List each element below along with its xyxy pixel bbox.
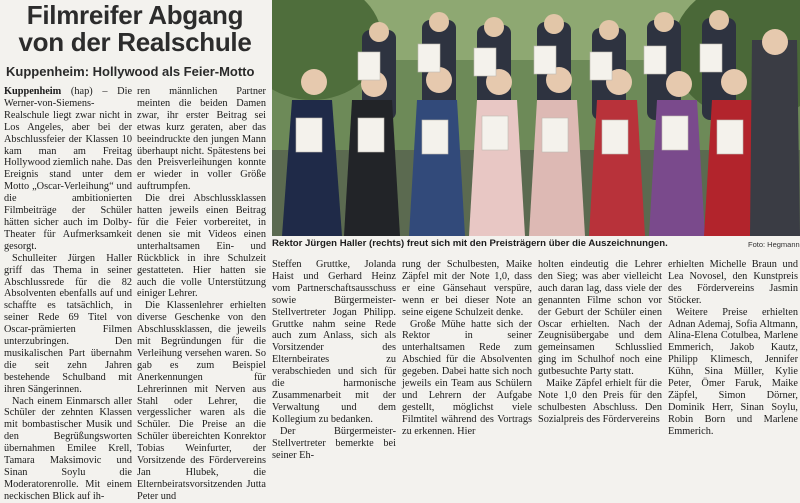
paragraph: Weitere Preise erhielten Adnan Ademaj, Sofia Altmann, Alina-Elena Cotulbea, Marlene Emmerich, Jakob Kautz, Philipp Klimesch, Jennifer Kühn, Sina Müller, Kylie Peter, Ömer Faruk, Maike Zäpfel, Simon Dörner, Dominik Herr, Sinan Soylu, Robin Born und Marlene Emmerich. bbox=[668, 306, 798, 437]
paragraph: Maike Zäpfel erhielt für die Note 1,0 den Preis für den schulbesten Abschluss. Den Sozialpreis des Fördervereins bbox=[538, 378, 662, 425]
paragraph: erhielten Michelle Braun und Lea Novosel, den Kunstpreis des Fördervereins Jasmin Stöcker. bbox=[668, 259, 798, 306]
paragraph: Steffen Gruttke, Jolanda Haist und Gerhard Heinz vom Partnerschaftsausschuss sowie Bürgermeister-Stellvertreter Jogan Philipp. Gruttke nahm seine Rede auch zum Anlass, sich als Vorsitzender des Elternbeirates zu verabschieden und sich für die harmonische Zusammenarbeit mit der Verwaltung und dem Kollegium zu bedanken. bbox=[272, 259, 396, 425]
article-column-3 bbox=[272, 259, 396, 461]
paragraph-text: (hap) – Die Werner-von-Siemens-Realschule liegt zwar nicht in Los Angeles, aber bei der Abschlussfeier der Klassen 10 kam man am Freitag Hollywood ziemlich nahe. Das Ereignis stand unter dem Motto „Oscar-Verleihung“ und die ambitionierten Filmbeiträge der Schüler hätten sicher auch im Dolby-Theater für Aufmerksamkeit gesorgt. bbox=[4, 86, 133, 252]
paragraph: Die Klassenlehrer erhielten diverse Geschenke von den Abschlussklassen, die jeweils mit Begründungen für die Verleihung versehen waren. So gab es zum Beispiel Anerkennungen für Lehrerinnen mit Nerven aus Stahl oder Lehrer, die vergesslicher waren als die Schüler. Die Preise an die Schüler übereichten Konrektor Tobias Weinfurter, der Vorsitzende des Fördervereins Jan Hlubek, die Elternbeiratsvorsitzenden Jutta Peter und bbox=[137, 300, 266, 502]
headline-line-2: von der Realschule bbox=[18, 27, 252, 57]
photo-caption: Rektor Jürgen Haller (rechts) freut sich mit den Preisträgern über die Auszeichnungen. bbox=[272, 238, 668, 249]
paragraph: Große Mühe hatte sich der Rektor in seiner unterhaltsamen Rede zum Abschied für die Absolventen gegeben. Dabei hatte sich noch jeweils ein Team aus Schülern und Lehrern der Aufgabe gestellt, möglichst viele Filmtitel während des Vortrags zu erkennen. Hier bbox=[402, 318, 532, 437]
article-column-5 bbox=[538, 259, 662, 426]
photo-credit: Foto: Hegmann bbox=[748, 240, 800, 249]
group-photo-image bbox=[272, 0, 800, 236]
paragraph: Der Bürgermeister-Stellvertreter bemerkte bei seiner Eh- bbox=[272, 425, 396, 461]
article-column-4 bbox=[402, 259, 532, 438]
paragraph bbox=[4, 86, 132, 253]
article-column-1 bbox=[4, 86, 132, 503]
paragraph: rung der Schulbesten, Maike Zäpfel mit der Note 1,0, dass er eine Gänsehaut verspüre, wenn er bei dieser Note an seine eigene Schulzeit denke. bbox=[402, 259, 532, 318]
paragraph: Die drei Abschlussklassen hatten jeweils einen Beitrag für die Feier vorbereitet, in denen sie mit Videos einen unterhaltsamen Ein- und Rückblick in ihre Schulzeit gestatteten. Hier hatten sie auch die volle Unterstützung einiger Lehrer. bbox=[137, 193, 266, 300]
paragraph: ren männlichen Partner meinten die beiden Damen zwar, ihr erster Beitrag sei etwas kurz geraten, aber das beeindruckte den jungen Mann überhaupt nicht. Spätestens bei den Preisverleihungen konnte er wieder in voller Größe auftrumpfen. bbox=[137, 86, 266, 193]
headline-line-1: Filmreifer Abgang bbox=[26, 0, 244, 30]
article-column-2 bbox=[137, 86, 266, 503]
paragraph: Schulleiter Jürgen Haller griff das Thema in seiner Abschlussrede für die 82 Absolventen ebenfalls auf und schaffte es tatsächlich, in seiner Rede 69 Titel von Oscar-prämierten Filmen unterzubringen. Den musikalischen Part übernahm die seit zehn Jahren bestehende Schulband mit ihren Sängerinnen. bbox=[4, 252, 132, 395]
paragraph: Nach einem Einmarsch aller Schüler der zehnten Klassen mit bombastischer Musik und den Begrüßungsworten übernahmen Emilee Krell, Tamara Maksimovic und Sinan Soylu die Moderatorenrolle. Mit einem neckischen Blick auf ih- bbox=[4, 395, 132, 502]
article-column-6 bbox=[668, 259, 798, 438]
paragraph: holten eindeutig die Lehrer den Sieg; was aber vielleicht auch daran lag, dass viele der genannten Filme schon vor der Geburt der Schüler einen Oscar erhielten. Nach der Zeugnisübergabe und dem gemeinsamen Schlusslied ging im Schulhof noch eine gutbesuchte Party statt. bbox=[538, 259, 662, 378]
subheadline: Kuppenheim: Hollywood als Feier-Motto bbox=[6, 64, 255, 79]
dateline: Kuppenheim bbox=[4, 86, 62, 97]
group-photo bbox=[272, 0, 800, 236]
